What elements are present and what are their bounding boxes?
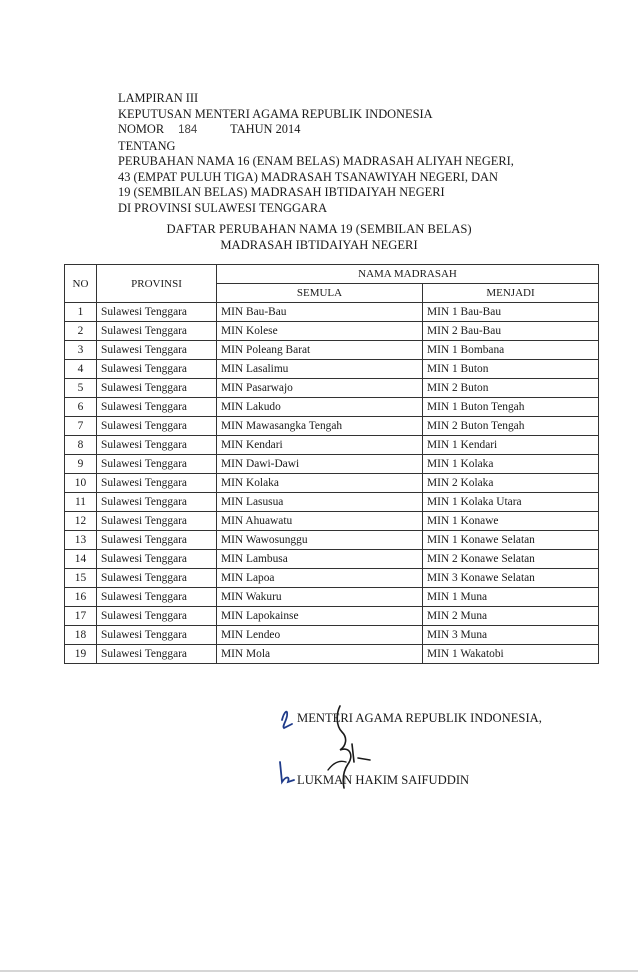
keputusan-title: KEPUTUSAN MENTERI AGAMA REPUBLIK INDONESIA	[118, 106, 433, 121]
row-no: 11	[65, 493, 97, 512]
nomor-value: 184	[178, 124, 198, 136]
row-menjadi: MIN 2 Kolaka	[423, 474, 599, 493]
row-menjadi: MIN 2 Bau-Bau	[423, 322, 599, 341]
row-no: 8	[65, 436, 97, 455]
row-provinsi: Sulawesi Tenggara	[97, 341, 217, 360]
row-menjadi: MIN 1 Wakatobi	[423, 645, 599, 664]
row-semula: MIN Dawi-Dawi	[217, 455, 423, 474]
subtitle-line-2: MADRASAH IBTIDAIYAH NEGERI	[220, 237, 418, 252]
table-row	[65, 531, 599, 550]
row-provinsi: Sulawesi Tenggara	[97, 626, 217, 645]
signatory-title: MENTERI AGAMA REPUBLIK INDONESIA,	[297, 711, 542, 725]
perihal-line: 43 (EMPAT PULUH TIGA) MADRASAH TSANAWIYAH NEGERI, DAN	[118, 169, 498, 184]
row-provinsi: Sulawesi Tenggara	[97, 645, 217, 664]
table-row	[65, 455, 599, 474]
row-menjadi: MIN 1 Buton Tengah	[423, 398, 599, 417]
subtitle-line-1: DAFTAR PERUBAHAN NAMA 19 (SEMBILAN BELAS)	[166, 222, 472, 236]
row-no: 16	[65, 588, 97, 607]
row-semula: MIN Mola	[217, 645, 423, 664]
row-semula: MIN Lakudo	[217, 398, 423, 417]
row-provinsi: Sulawesi Tenggara	[97, 455, 217, 474]
table-row	[65, 569, 599, 588]
row-menjadi: MIN 1 Muna	[423, 588, 599, 607]
row-provinsi: Sulawesi Tenggara	[97, 550, 217, 569]
table-row	[65, 341, 599, 360]
signatory-name: LUKMAN HAKIM SAIFUDDIN	[297, 773, 470, 787]
row-semula: MIN Lambusa	[217, 550, 423, 569]
row-no: 10	[65, 474, 97, 493]
row-menjadi: MIN 3 Muna	[423, 626, 599, 645]
row-no: 7	[65, 417, 97, 436]
row-provinsi: Sulawesi Tenggara	[97, 588, 217, 607]
row-provinsi: Sulawesi Tenggara	[97, 493, 217, 512]
row-provinsi: Sulawesi Tenggara	[97, 531, 217, 550]
row-semula: MIN Lapokainse	[217, 607, 423, 626]
row-menjadi: MIN 1 Bombana	[423, 341, 599, 360]
nomor-label: NOMOR	[118, 122, 165, 136]
row-menjadi: MIN 1 Kolaka	[423, 455, 599, 474]
row-semula: MIN Ahuawatu	[217, 512, 423, 531]
table-row	[65, 512, 599, 531]
document-header	[118, 91, 578, 216]
row-no: 12	[65, 512, 97, 531]
table-row	[65, 645, 599, 664]
row-menjadi: MIN 2 Konawe Selatan	[423, 550, 599, 569]
row-provinsi: Sulawesi Tenggara	[97, 360, 217, 379]
table-row	[65, 436, 599, 455]
row-semula: MIN Poleang Barat	[217, 341, 423, 360]
row-provinsi: Sulawesi Tenggara	[97, 303, 217, 322]
row-no: 9	[65, 455, 97, 474]
header-provinsi: PROVINSI	[97, 265, 217, 303]
row-no: 18	[65, 626, 97, 645]
table-row	[65, 398, 599, 417]
header-no: NO	[65, 265, 97, 303]
table-row	[65, 474, 599, 493]
perihal-line: 19 (SEMBILAN BELAS) MADRASAH IBTIDAIYAH NEGERI	[118, 185, 445, 199]
table-row	[65, 550, 599, 569]
row-no: 1	[65, 303, 97, 322]
tahun-label: TAHUN 2014	[230, 122, 301, 136]
row-provinsi: Sulawesi Tenggara	[97, 607, 217, 626]
row-semula: MIN Lasusua	[217, 493, 423, 512]
row-provinsi: Sulawesi Tenggara	[97, 417, 217, 436]
row-semula: MIN Pasarwajo	[217, 379, 423, 398]
row-no: 14	[65, 550, 97, 569]
row-menjadi: MIN 1 Konawe Selatan	[423, 531, 599, 550]
table-row	[65, 360, 599, 379]
row-no: 15	[65, 569, 97, 588]
row-menjadi: MIN 1 Kendari	[423, 436, 599, 455]
row-semula: MIN Kolese	[217, 322, 423, 341]
nomor-line	[118, 122, 578, 139]
row-no: 6	[65, 398, 97, 417]
table-row	[65, 379, 599, 398]
row-menjadi: MIN 1 Kolaka Utara	[423, 493, 599, 512]
row-menjadi: MIN 2 Buton	[423, 379, 599, 398]
list-subtitle	[0, 222, 638, 253]
row-no: 17	[65, 607, 97, 626]
table-row	[65, 626, 599, 645]
row-semula: MIN Wawosunggu	[217, 531, 423, 550]
table-row	[65, 417, 599, 436]
row-no: 19	[65, 645, 97, 664]
row-provinsi: Sulawesi Tenggara	[97, 569, 217, 588]
row-provinsi: Sulawesi Tenggara	[97, 474, 217, 493]
row-menjadi: MIN 2 Muna	[423, 607, 599, 626]
table-row	[65, 607, 599, 626]
tentang-label: TENTANG	[118, 138, 176, 153]
row-menjadi: MIN 1 Konawe	[423, 512, 599, 531]
row-no: 4	[65, 360, 97, 379]
table-row	[65, 588, 599, 607]
row-no: 2	[65, 322, 97, 341]
row-semula: MIN Lendeo	[217, 626, 423, 645]
perihal-line: DI PROVINSI SULAWESI TENGGARA	[118, 200, 328, 215]
table-row	[65, 322, 599, 341]
row-semula: MIN Bau-Bau	[217, 303, 423, 322]
row-semula: MIN Wakuru	[217, 588, 423, 607]
row-semula: MIN Kolaka	[217, 474, 423, 493]
row-menjadi: MIN 2 Buton Tengah	[423, 417, 599, 436]
madrasah-table	[64, 264, 599, 664]
row-no: 5	[65, 379, 97, 398]
row-provinsi: Sulawesi Tenggara	[97, 436, 217, 455]
row-provinsi: Sulawesi Tenggara	[97, 512, 217, 531]
row-semula: MIN Lasalimu	[217, 360, 423, 379]
row-menjadi: MIN 1 Bau-Bau	[423, 303, 599, 322]
row-menjadi: MIN 3 Konawe Selatan	[423, 569, 599, 588]
row-semula: MIN Lapoa	[217, 569, 423, 588]
table-row	[65, 493, 599, 512]
row-provinsi: Sulawesi Tenggara	[97, 398, 217, 417]
row-provinsi: Sulawesi Tenggara	[97, 322, 217, 341]
header-nama-madrasah: NAMA MADRASAH	[217, 265, 599, 284]
row-no: 13	[65, 531, 97, 550]
row-semula: MIN Kendari	[217, 436, 423, 455]
scan-edge-divider	[0, 970, 638, 972]
row-provinsi: Sulawesi Tenggara	[97, 379, 217, 398]
table-row	[65, 303, 599, 322]
header-semula: SEMULA	[217, 284, 423, 303]
header-menjadi: MENJADI	[423, 284, 599, 303]
row-semula: MIN Mawasangka Tengah	[217, 417, 423, 436]
perihal-line: PERUBAHAN NAMA 16 (ENAM BELAS) MADRASAH ALIYAH NEGERI,	[118, 154, 514, 168]
row-menjadi: MIN 1 Buton	[423, 360, 599, 379]
lampiran-label: LAMPIRAN III	[118, 91, 199, 105]
row-no: 3	[65, 341, 97, 360]
